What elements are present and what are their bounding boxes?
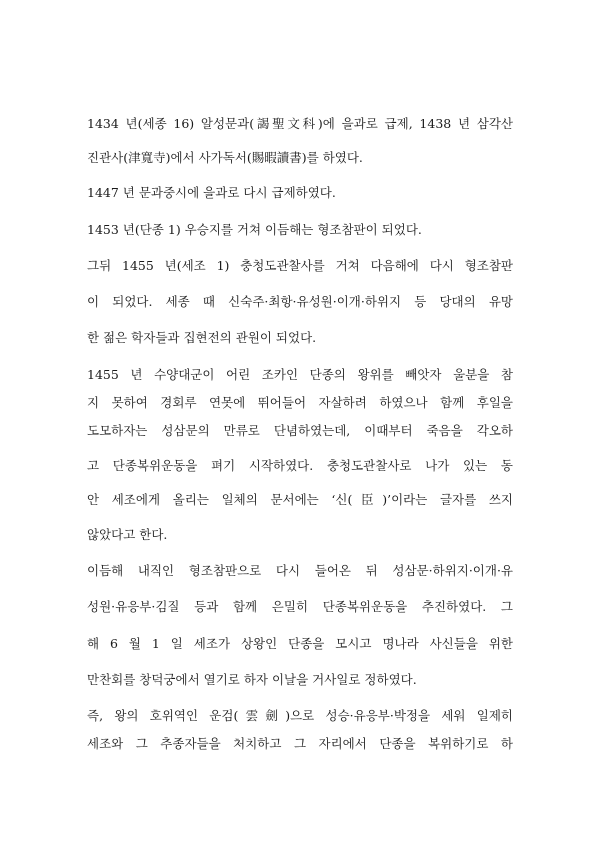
text-line: 안 세조에게 올리는 일체의 문서에는 ‘신(臣)’이라는 글자를 쓰지: [87, 492, 513, 507]
text-line: 즉, 왕의 호위역인 운검(雲劍)으로 성승·유응부·박정을 세워 일제히: [87, 708, 513, 723]
text-line: 이 되었다. 세종 때 신숙주·최항·유성원·이개·하위지 등 당대의 유망: [87, 294, 513, 309]
text-line: 이듬해 내직인 형조참판으로 다시 들어온 뒤 성삼문·하위지·이개·유: [87, 563, 513, 578]
text-line: 해 6 월 1 일 세조가 상왕인 단종을 모시고 명나라 사신들을 위한: [87, 636, 513, 651]
text-line: 고 단종복위운동을 펴기 시작하였다. 충청도관찰사로 나가 있는 동: [87, 458, 513, 473]
text-line: 한 젊은 학자들과 집현전의 관원이 되었다.: [87, 330, 317, 345]
text-line: 1447 년 문과중시에 을과로 다시 급제하였다.: [87, 185, 336, 200]
text-line: 진관사(津寬寺)에서 사가독서(賜暇讀書)를 하였다.: [87, 150, 363, 165]
text-line: 성원·유응부·김질 등과 함께 은밀히 단종복위운동을 추진하였다. 그: [87, 599, 513, 614]
text-line: 도모하자는 성삼문의 만류로 단념하였는데, 이때부터 죽음을 각오하: [87, 423, 513, 438]
text-line: 1434 년(세종 16) 알성문과(謁聖文科)에 을과로 급제, 1438 년 삼각산: [87, 116, 513, 131]
text-line: 1455 년 수양대군이 어린 조카인 단종의 왕위를 빼앗자 울분을 참: [87, 367, 513, 382]
text-line: 그뒤 1455 년(세조 1) 충청도관찰사를 거쳐 다음해에 다시 형조참판: [87, 258, 513, 273]
text-line: 세조와 그 추종자들을 처치하고 그 자리에서 단종을 복위하기로 하: [87, 736, 513, 751]
text-line: 1453 년(단종 1) 우승지를 거쳐 이듬해는 형조참판이 되었다.: [87, 222, 422, 237]
text-line: 만찬회를 창덕궁에서 열기로 하자 이날을 거사일로 정하였다.: [87, 672, 417, 687]
text-line: 않았다고 한다.: [87, 527, 168, 542]
text-line: 지 못하여 경회루 연못에 뛰어들어 자살하려 하였으나 함께 후일을: [87, 395, 513, 410]
